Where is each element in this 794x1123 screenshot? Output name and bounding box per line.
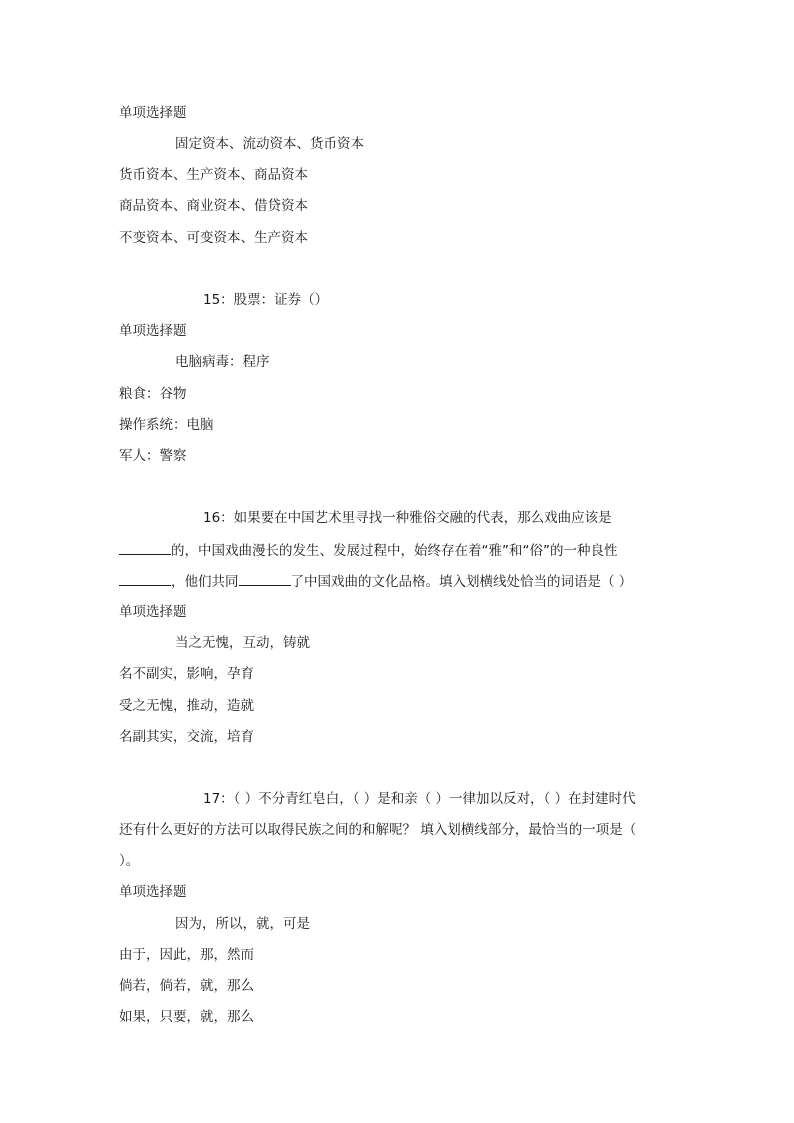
option-a[interactable]: 固定资本、流动资本、货币资本: [175, 136, 364, 152]
option-d[interactable]: 军人：警察: [119, 448, 187, 464]
option-c[interactable]: 受之无愧，推动，造就: [119, 698, 254, 714]
question-stem-line3: [119, 571, 632, 592]
option-b[interactable]: 粮食：谷物: [119, 386, 187, 402]
option-b[interactable]: 名不副实，影响，孕育: [119, 666, 254, 682]
option-b[interactable]: 货币资本、生产资本、商品资本: [119, 167, 308, 183]
question-stem: 15：股票：证券（）: [203, 292, 329, 308]
stem-text: 的，中国戏曲漫长的发生、发展过程中，始终存在着“雅”和“俗”的一种良性: [171, 543, 618, 559]
option-c[interactable]: 倘若，倘若，就，那么: [119, 978, 254, 994]
answer-blank: [239, 571, 291, 586]
question-stem: 16：如果要在中国艺术里寻找一种雅俗交融的代表，那么戏曲应该是: [203, 510, 612, 526]
option-a[interactable]: 因为，所以，就，可是: [175, 916, 310, 932]
stem-text: 了中国戏曲的文化品格。填入划横线处恰当的词语是（ ）: [290, 574, 633, 590]
option-a[interactable]: 当之无愧，互动，铸就: [175, 635, 310, 651]
stem-text: ，他们共同: [171, 574, 239, 590]
option-c[interactable]: 操作系统：电脑: [119, 417, 214, 433]
question-type: 单项选择题: [119, 323, 187, 339]
question-type: 单项选择题: [119, 105, 187, 121]
option-b[interactable]: 由于，因此，那，然而: [119, 947, 254, 963]
question-stem-line2: [119, 540, 617, 561]
question-stem: 17：（ ）不分青红皂白，（ ）是和亲（ ）一律加以反对，（ ）在封建时代: [203, 791, 636, 807]
answer-blank: [119, 571, 171, 586]
option-d[interactable]: 名副其实，交流，培育: [119, 729, 254, 745]
option-d[interactable]: 如果，只要，就，那么: [119, 1009, 254, 1025]
question-type: 单项选择题: [119, 604, 187, 620]
question-stem-line2: 还有什么更好的方法可以取得民族之间的和解呢？ 填入划横线部分，最恰当的一项是（: [119, 822, 637, 838]
option-a[interactable]: 电脑病毒：程序: [175, 354, 270, 370]
option-c[interactable]: 商品资本、商业资本、借贷资本: [119, 198, 308, 214]
question-type: 单项选择题: [119, 884, 187, 900]
option-d[interactable]: 不变资本、可变资本、生产资本: [119, 230, 308, 246]
answer-blank: [119, 540, 171, 555]
question-stem-line3: ）。: [119, 853, 140, 869]
